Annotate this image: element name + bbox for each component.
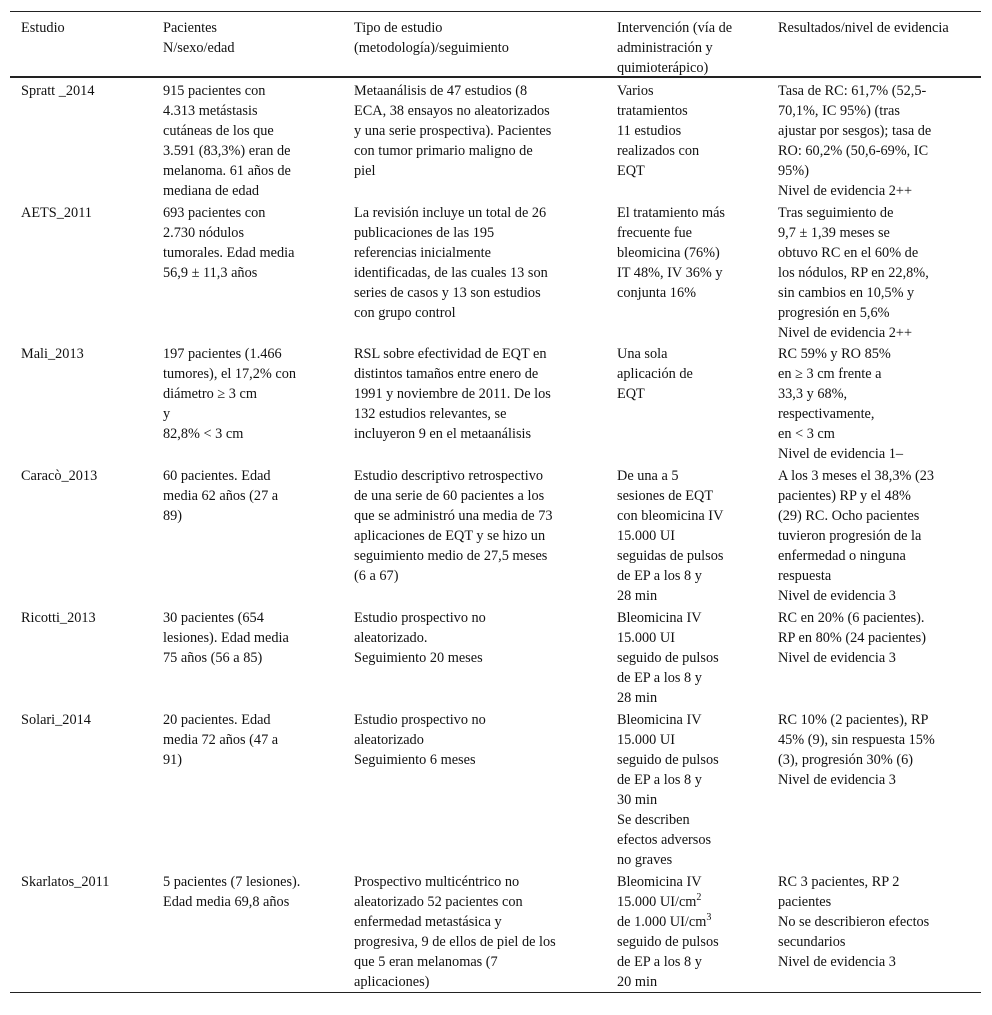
table-row [10, 605, 981, 707]
cell-pacientes: 197 pacientes (1.466 tumores), el 17,2% con diámetro ≥ 3 cm y 82,8% < 3 cm [163, 346, 297, 442]
cell-resultados: RC 3 pacientes, RP 2 pacientes No se describieron efectos secundarios Nivel de evidencia 3 [778, 874, 930, 970]
table-row [10, 200, 981, 341]
cell-estudio: Skarlatos_2011 [21, 874, 110, 890]
cell-pacientes: 20 pacientes. Edad media 72 años (47 a 91) [163, 712, 279, 768]
cell-tipo: Estudio prospectivo no aleatorizado. Seguimiento 20 meses [354, 610, 486, 666]
table-row [10, 707, 981, 869]
superscript-3: 3 [706, 912, 712, 924]
cell-intervencion: Una sola aplicación de EQT [617, 346, 693, 402]
cell-pacientes: 30 pacientes (654 lesiones). Edad media 75 años (56 a 85) [163, 610, 289, 666]
intervencion-line-3: de 1.000 UI/cm [617, 914, 707, 930]
intervencion-line-2: 15.000 UI/cm [617, 894, 697, 910]
cell-pacientes: 60 pacientes. Edad media 62 años (27 a 89) [163, 468, 279, 524]
cell-estudio: Solari_2014 [21, 712, 91, 728]
header-estudio: Estudio [21, 20, 65, 36]
cell-resultados: RC en 20% (6 pacientes). RP en 80% (24 pacientes) Nivel de evidencia 3 [778, 610, 926, 666]
cell-intervencion [617, 872, 767, 992]
cell-resultados: RC 10% (2 pacientes), RP 45% (9), sin respuesta 15% (3), progresión 30% (6) Nivel de evidencia 3 [778, 712, 935, 788]
table-row [10, 341, 981, 463]
cell-resultados: Tras seguimiento de 9,7 ± 1,39 meses se obtuvo RC en el 60% de los nódulos, RP en 22,8%, sin cambios en 10,5% y progresión en 5,6% Nivel de evidencia 2++ [778, 205, 929, 341]
superscript-2: 2 [696, 892, 702, 904]
table-row [10, 78, 981, 200]
intervencion-line-1: Bleomicina IV [617, 874, 702, 890]
cell-pacientes: 693 pacientes con 2.730 nódulos tumorales. Edad media 56,9 ± 11,3 años [163, 205, 295, 281]
table-header-row [10, 12, 981, 78]
table-row [10, 869, 981, 992]
cell-intervencion: Bleomicina IV 15.000 UI seguido de pulsos de EP a los 8 y 28 min [617, 610, 719, 706]
cell-tipo: RSL sobre efectividad de EQT en distintos tamaños entre enero de 1991 y noviembre de 2011. De los 132 estudios relevantes, se incluyeron 9 en el metaanálisis [354, 346, 551, 442]
cell-pacientes: 915 pacientes con 4.313 metástasis cutáneas de los que 3.591 (83,3%) eran de melanoma. 61 años de mediana de edad [163, 83, 291, 199]
cell-estudio: Ricotti_2013 [21, 610, 96, 626]
cell-intervencion: Bleomicina IV 15.000 UI seguido de pulsos de EP a los 8 y 30 min Se describen efectos adversos no graves [617, 712, 719, 868]
header-tipo-estudio: Tipo de estudio (metodología)/seguimiento [354, 20, 509, 56]
header-resultados: Resultados/nivel de evidencia [778, 20, 949, 36]
cell-pacientes: 5 pacientes (7 lesiones). Edad media 69,8 años [163, 874, 301, 910]
cell-intervencion: Varios tratamientos 11 estudios realizados con EQT [617, 83, 700, 179]
cell-estudio: Spratt _2014 [21, 83, 95, 99]
cell-tipo: La revisión incluye un total de 26 publicaciones de las 195 referencias inicialmente identificadas, de las cuales 13 son series de casos y 13 son estudios con grupo control [354, 205, 548, 321]
cell-estudio: Mali_2013 [21, 346, 84, 362]
cell-estudio: AETS_2011 [21, 205, 92, 221]
cell-resultados: A los 3 meses el 38,3% (23 pacientes) RP y el 48% (29) RC. Ocho pacientes tuvieron progresión de la enfermedad o ninguna respuesta Nivel de evidencia 3 [778, 468, 935, 604]
cell-tipo: Estudio prospectivo no aleatorizado Seguimiento 6 meses [354, 712, 486, 768]
cell-resultados: RC 59% y RO 85% en ≥ 3 cm frente a 33,3 y 68%, respectivamente, en < 3 cm Nivel de evidencia 1– [778, 346, 904, 462]
header-intervencion: Intervención (vía de administración y quimioterápico) [617, 20, 733, 76]
intervencion-line-4: seguido de pulsos de EP a los 8 y 20 min [617, 934, 719, 990]
cell-estudio: Caracò_2013 [21, 468, 98, 484]
cell-resultados: Tasa de RC: 61,7% (52,5- 70,1%, IC 95%) (tras ajustar por sesgos); tasa de RO: 60,2% (50,6-69%, IC 95%) Nivel de evidencia 2++ [778, 83, 932, 199]
cell-tipo: Estudio descriptivo retrospectivo de una serie de 60 pacientes a los que se administró una media de 73 aplicaciones de EQT y se hizo un seguimiento medio de 27,5 meses (6 a 67) [354, 468, 553, 584]
header-pacientes: Pacientes N/sexo/edad [163, 20, 235, 56]
cell-intervencion: El tratamiento más frecuente fue bleomicina (76%) IT 48%, IV 36% y conjunta 16% [617, 205, 725, 301]
cell-tipo: Metaanálisis de 47 estudios (8 ECA, 38 ensayos no aleatorizados y una serie prospectiva). Pacientes con tumor primario maligno de piel [354, 83, 552, 179]
cell-tipo: Prospectivo multicéntrico no aleatorizado 52 pacientes con enfermedad metastásica y progresiva, 9 de ellos de piel de los que 5 eran melanomas (7 aplicaciones) [354, 874, 556, 990]
studies-table [10, 11, 981, 993]
cell-intervencion: De una a 5 sesiones de EQT con bleomicina IV 15.000 UI seguidas de pulsos de EP a los 8 y 28 min [617, 468, 724, 604]
table-row [10, 463, 981, 605]
